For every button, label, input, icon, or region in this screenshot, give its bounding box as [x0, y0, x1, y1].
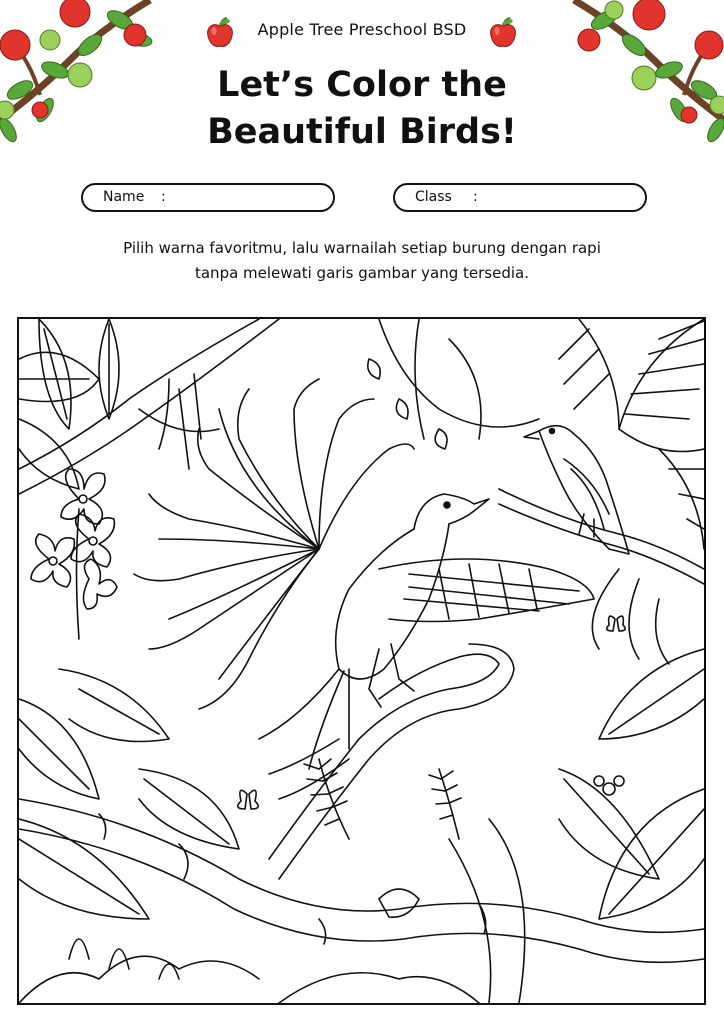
- class-field[interactable]: [393, 183, 647, 212]
- orchid-flowers: [31, 469, 117, 639]
- palm-leaves-top-right: [559, 319, 704, 549]
- title-line-2: Beautiful Birds!: [207, 112, 517, 152]
- butterfly-drawings: [238, 616, 625, 809]
- name-separator: :: [161, 189, 166, 205]
- main-branch: [269, 644, 514, 879]
- school-name: Apple Tree Preschool BSD: [257, 20, 467, 39]
- instructions-line-1: Pilih warna favoritmu, lalu warnailah setiap burung dengan rapi: [123, 239, 601, 257]
- name-label: Name: [103, 189, 145, 205]
- fern-plants: [304, 759, 461, 839]
- instructions: [60, 236, 664, 286]
- class-separator: :: [473, 189, 478, 205]
- apple-icon: [486, 16, 520, 50]
- fallen-log: [19, 799, 704, 962]
- jungle-leaves-bottom-right: [449, 569, 704, 1003]
- jungle-leaves-top-left: [19, 319, 119, 489]
- class-label: Class: [415, 189, 452, 205]
- name-field[interactable]: [81, 183, 335, 212]
- title-line-1: Let’s Color the: [217, 65, 507, 105]
- coloring-picture: [17, 317, 706, 1005]
- instructions-line-2: tanpa melewati garis gambar yang tersedia.: [194, 264, 529, 282]
- hanging-vines: [368, 319, 539, 449]
- page-title: [0, 62, 724, 156]
